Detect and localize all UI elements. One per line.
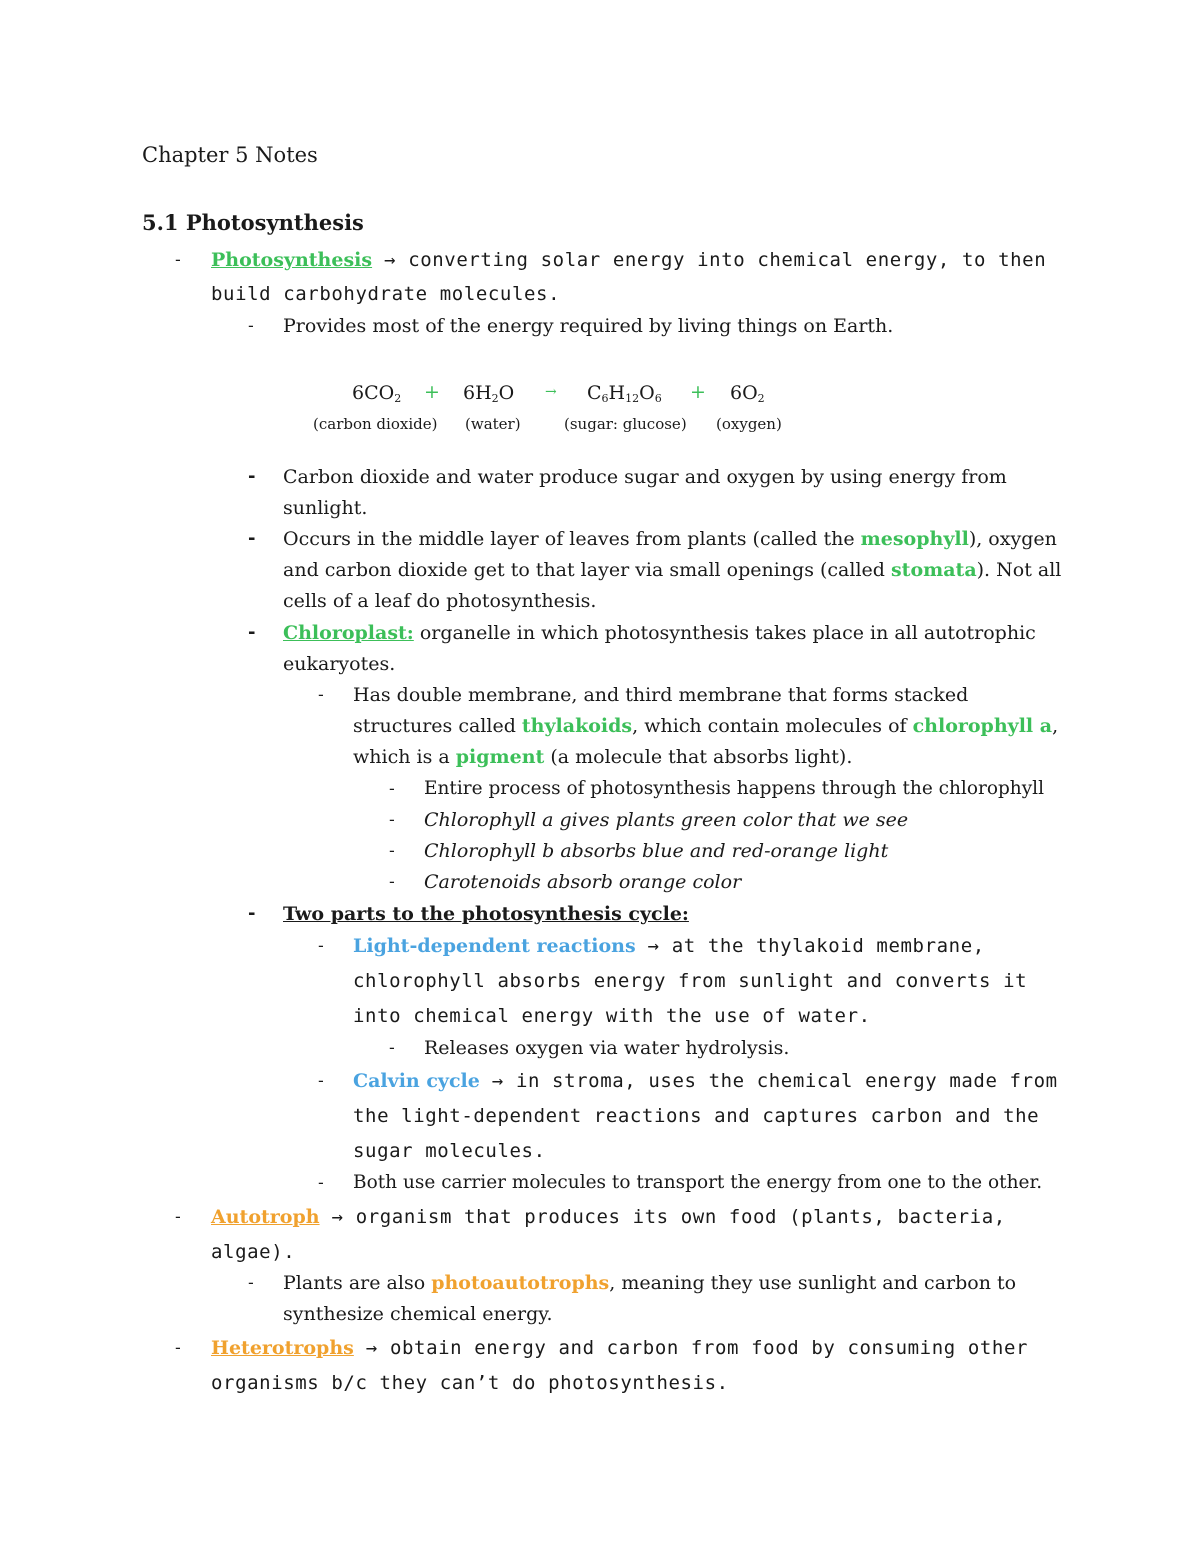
bullet-dash: -	[175, 1338, 181, 1357]
d2-line: Chlorophyll a gives plants green color that we see	[424, 809, 909, 831]
ldr-line1: Light-dependent reactions → at the thylakoid membrane,	[353, 935, 985, 957]
eq-label-co2: (carbon dioxide)	[313, 415, 438, 433]
b1-line2: sunlight.	[283, 497, 368, 519]
eq-glucose: $C_6H_{12}O_6$	[587, 382, 662, 405]
photosynthesis-item	[211, 248, 1046, 272]
term-mesophyll: mesophyll	[860, 528, 969, 550]
eq-o2: $6O_2$	[730, 382, 765, 405]
ldr-line3: into chemical energy with the use of water.	[353, 1005, 871, 1027]
calvin-line1: Calvin cycle → in stroma, uses the chemical energy made from	[353, 1070, 1058, 1092]
bullet-dash: -	[175, 250, 181, 269]
b2-line1: Occurs in the middle layer of leaves from plants (called the mesophyll), oxygen	[283, 528, 1057, 550]
c1-line2: structures called thylakoids, which contain molecules of chlorophyll a,	[353, 715, 1059, 737]
term-light-dependent: Light-dependent reactions	[353, 935, 636, 957]
heterotroph-line1: Heterotrophs → obtain energy and carbon from food by consuming other	[211, 1337, 1029, 1359]
term-photoautotrophs: photoautotrophs	[431, 1272, 610, 1294]
bullet-dash: -	[389, 872, 395, 891]
eq-label-water: (water)	[465, 415, 521, 433]
eq-h2o: $6H_2O$	[463, 382, 515, 405]
ldr-sub: Releases oxygen via water hydrolysis.	[424, 1037, 790, 1059]
term-heterotrophs: Heterotrophs	[211, 1337, 354, 1359]
bullet-dash: -	[389, 841, 395, 860]
calvin-line2: the light-dependent reactions and captures carbon and the	[353, 1105, 1040, 1127]
autotroph-line2: algae).	[211, 1241, 296, 1263]
bullet-dash: -	[318, 685, 324, 704]
ldr-line2: chlorophyll absorbs energy from sunlight and converts it	[353, 970, 1028, 992]
eq-arrow: →	[545, 384, 557, 400]
term-autotroph: Autotroph	[211, 1206, 320, 1228]
bullet-dash: -	[175, 1207, 181, 1226]
term-chloroplast: Chloroplast:	[283, 622, 414, 644]
photosynthesis-def-line1: → converting solar energy into chemical energy, to then	[372, 249, 1047, 271]
both-line: Both use carrier molecules to transport the energy from one to the other.	[353, 1172, 1043, 1193]
term-stomata: stomata	[890, 559, 977, 581]
b2-line2: and carbon dioxide get to that layer via small openings (called stomata). Not all	[283, 559, 1062, 581]
section-heading: 5.1 Photosynthesis	[142, 210, 364, 235]
b3-line1: Chloroplast: organelle in which photosynthesis takes place in all autotrophic	[283, 622, 1036, 644]
autotroph-sub-line1: Plants are also photoautotrophs, meaning they use sunlight and carbon to	[283, 1272, 1017, 1294]
page-title: Chapter 5 Notes	[142, 143, 318, 167]
term-pigment: pigment	[455, 746, 545, 768]
term-chlorophyll-a: chlorophyll a	[912, 715, 1053, 737]
d4-line: Carotenoids absorb orange color	[424, 871, 742, 893]
bullet-dash: -	[389, 810, 395, 829]
autotroph-sub-line2: synthesize chemical energy.	[283, 1303, 553, 1325]
eq-co2: $6CO_2$	[352, 382, 402, 405]
bullet-dash: -	[248, 903, 256, 924]
bullet-dash: -	[248, 316, 254, 335]
bullet-dash: -	[389, 1038, 395, 1057]
heterotroph-line2: organisms b/c they can’t do photosynthesis.	[211, 1372, 729, 1394]
term-calvin-cycle: Calvin cycle	[353, 1070, 480, 1092]
bullet-dash: -	[248, 528, 256, 549]
eq-plus-2: +	[690, 381, 706, 403]
bullet-dash: -	[248, 466, 256, 487]
two-parts-heading: Two parts to the photosynthesis cycle:	[283, 903, 689, 925]
bullet-dash: -	[318, 1173, 324, 1192]
term-photosynthesis: Photosynthesis	[211, 249, 373, 271]
bullet-dash: -	[318, 936, 324, 955]
c1-line1: Has double membrane, and third membrane that forms stacked	[353, 684, 969, 706]
b1-line1: Carbon dioxide and water produce sugar and oxygen by using energy from	[283, 466, 1007, 488]
d1-line: Entire process of photosynthesis happens through the chlorophyll	[424, 778, 1045, 799]
eq-label-oxygen: (oxygen)	[716, 415, 782, 433]
calvin-line3: sugar molecules.	[353, 1140, 546, 1162]
term-thylakoids: thylakoids	[521, 715, 633, 737]
photosynthesis-sub1: Provides most of the energy required by living things on Earth.	[283, 315, 894, 337]
bullet-dash: -	[248, 1273, 254, 1292]
bullet-dash: -	[318, 1071, 324, 1090]
c1-line3: which is a pigment (a molecule that absorbs light).	[353, 746, 853, 768]
eq-plus-1: +	[424, 381, 440, 403]
eq-label-glucose: (sugar: glucose)	[564, 415, 687, 433]
photosynthesis-def-line2: build carbohydrate molecules.	[211, 283, 561, 305]
bullet-dash: -	[389, 779, 395, 798]
b2-line3: cells of a leaf do photosynthesis.	[283, 590, 597, 612]
b3-line2: eukaryotes.	[283, 653, 396, 675]
autotroph-line1: Autotroph → organism that produces its own food (plants, bacteria,	[211, 1206, 1006, 1228]
d3-line: Chlorophyll b absorbs blue and red-orange light	[424, 840, 889, 862]
bullet-dash: -	[248, 622, 256, 643]
